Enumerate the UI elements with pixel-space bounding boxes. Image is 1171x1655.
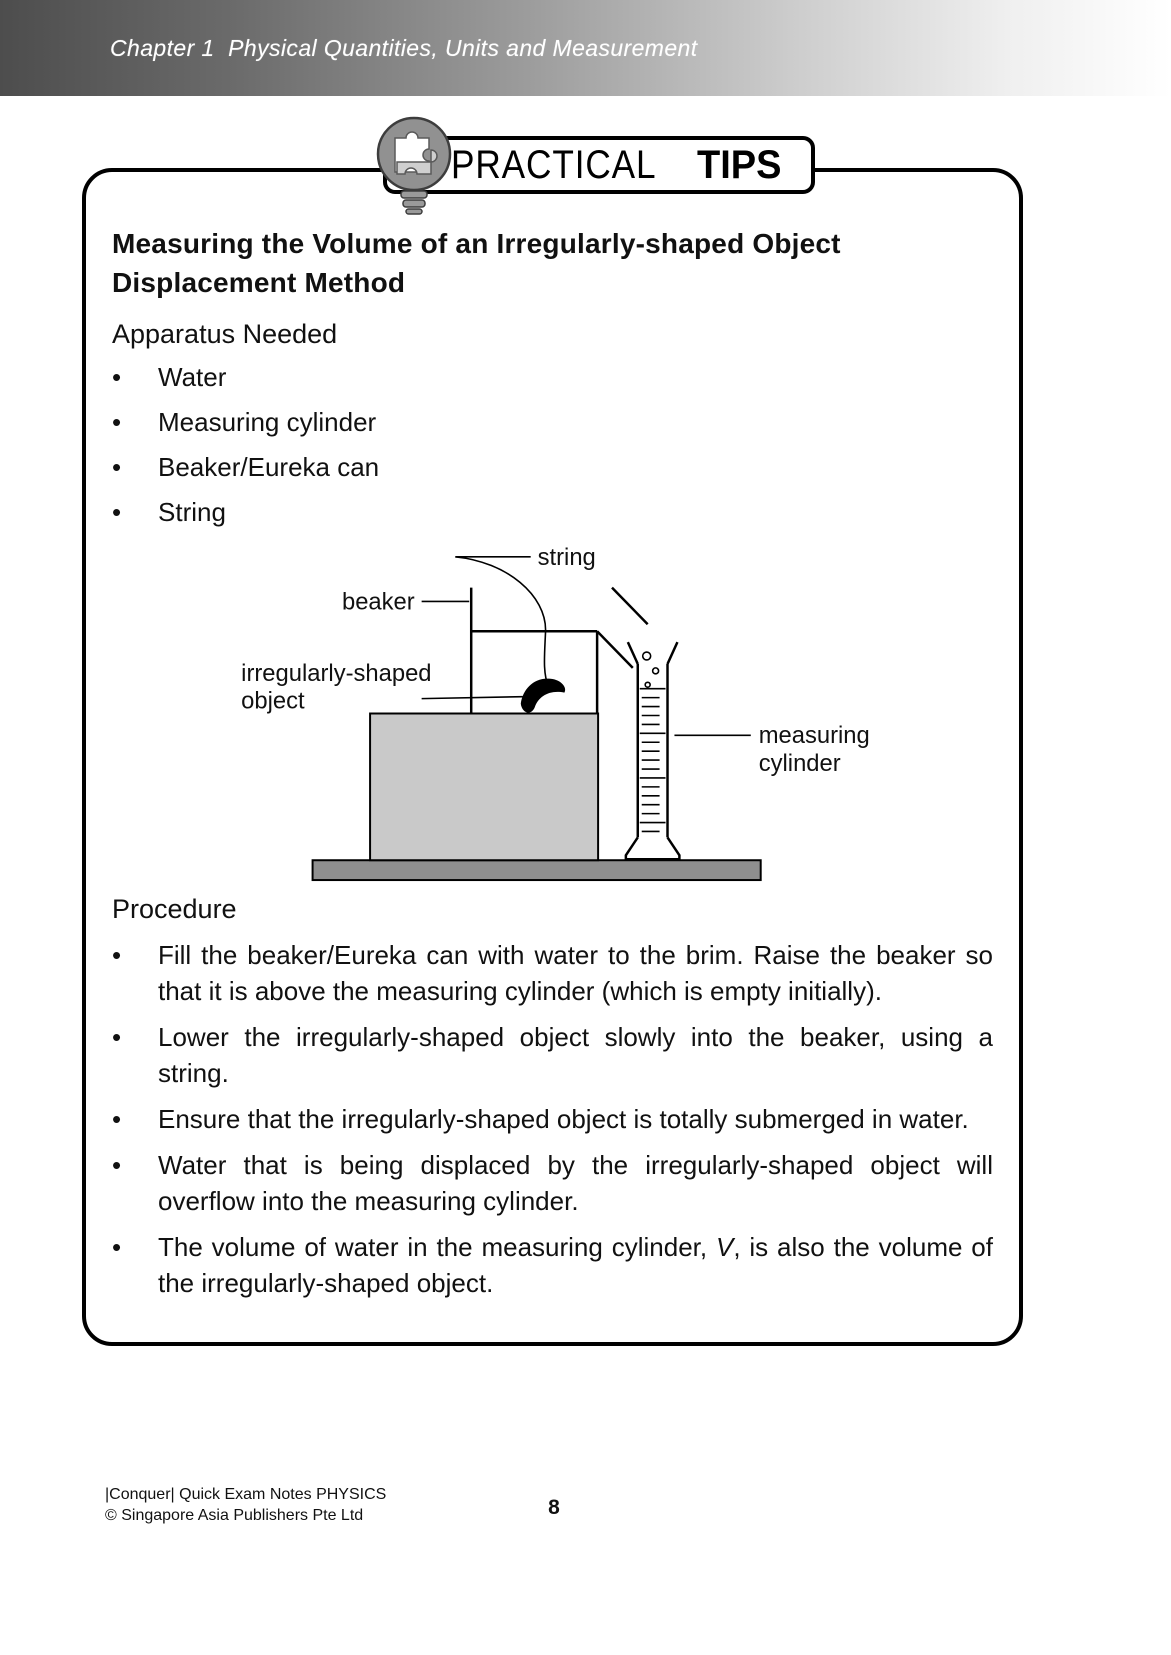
cylinder-label-line2: cylinder bbox=[758, 750, 841, 778]
list-item bbox=[112, 360, 993, 394]
cylinder-graduations bbox=[640, 689, 666, 832]
water-droplet bbox=[645, 682, 650, 687]
bullet-text: Measuring cylinder bbox=[158, 407, 377, 437]
object-pointer-line bbox=[422, 697, 523, 699]
page-title bbox=[112, 224, 993, 302]
apparatus-heading: Apparatus Needed bbox=[112, 319, 338, 349]
bullet-dot: • bbox=[112, 497, 122, 527]
footer-imprint bbox=[105, 1484, 386, 1526]
bullet-dot: • bbox=[112, 407, 122, 437]
bullet-text: Fill the beaker/Eureka can with water to the brim. Raise the beaker so that it is above the measuring cylinder (which is empty initially). bbox=[158, 940, 993, 1006]
bullet-text: Ensure that the irregularly-shaped object is totally submerged in water. bbox=[158, 1104, 969, 1134]
list-item bbox=[112, 495, 993, 529]
string-label: string bbox=[537, 543, 596, 571]
irregular-object bbox=[521, 679, 565, 713]
bullet-dot: • bbox=[112, 940, 122, 970]
title-line-1: Measuring the Volume of an Irregularly-shaped Object bbox=[112, 228, 841, 259]
bullet-text: Water bbox=[158, 362, 227, 392]
list-item bbox=[112, 1147, 993, 1219]
object-label-line2: object bbox=[241, 687, 305, 715]
bullet-text: The volume of water in the measuring cylinder, V, is also the volume of the irregularly-shaped object. bbox=[158, 1232, 993, 1298]
list-item bbox=[112, 1229, 993, 1301]
bullet-text: Beaker/Eureka can bbox=[158, 452, 380, 482]
title-line-2: Displacement Method bbox=[112, 267, 406, 298]
practical-tips-box bbox=[82, 168, 1023, 1346]
block-stand bbox=[370, 714, 598, 861]
badge-label-practical: PRACTICAL bbox=[451, 142, 657, 187]
platform-base bbox=[313, 860, 761, 880]
beaker-label: beaker bbox=[341, 588, 415, 616]
bullet-dot: • bbox=[112, 1022, 122, 1052]
bullet-dot: • bbox=[112, 452, 122, 482]
chapter-header bbox=[0, 0, 1171, 96]
beaker-spout bbox=[597, 588, 648, 668]
water-droplet bbox=[643, 652, 651, 660]
bullet-text: Water that is being displaced by the irregularly-shaped object will overflow into the measuring cylinder. bbox=[158, 1150, 993, 1216]
bullet-text: Lower the irregularly-shaped object slowly into the beaker, using a string. bbox=[158, 1022, 993, 1088]
badge-label-tips: TIPS bbox=[696, 142, 781, 187]
footer-imprint-line2: © Singapore Asia Publishers Pte Ltd bbox=[105, 1507, 364, 1524]
list-item bbox=[112, 405, 993, 439]
list-item bbox=[112, 450, 993, 484]
chapter-title: Chapter 1 Physical Quantities, Units and Measurement bbox=[110, 34, 698, 61]
bullet-dot: • bbox=[112, 1150, 122, 1180]
string-curve bbox=[455, 557, 548, 687]
page-number: 8 bbox=[548, 1496, 560, 1519]
list-item bbox=[112, 1101, 993, 1137]
procedure-list bbox=[112, 937, 993, 1301]
bullet-dot: • bbox=[112, 1232, 122, 1262]
water-droplet bbox=[653, 668, 659, 674]
cylinder-label-line1: measuring bbox=[758, 722, 870, 750]
procedure-heading: Procedure bbox=[112, 894, 237, 924]
lightbulb-puzzle-icon bbox=[369, 112, 461, 216]
object-label-line1: irregularly-shaped bbox=[241, 659, 432, 687]
practical-tips-badge bbox=[383, 136, 815, 194]
displacement-diagram bbox=[86, 540, 1019, 887]
apparatus-list bbox=[112, 360, 993, 529]
bullet-dot: • bbox=[112, 1104, 122, 1134]
list-item bbox=[112, 937, 993, 1009]
bullet-dot: • bbox=[112, 362, 122, 392]
footer-imprint-line1: |Conquer| Quick Exam Notes PHYSICS bbox=[105, 1486, 387, 1503]
list-item bbox=[112, 1019, 993, 1091]
measuring-cylinder bbox=[626, 642, 680, 859]
bullet-text: String bbox=[158, 497, 226, 527]
